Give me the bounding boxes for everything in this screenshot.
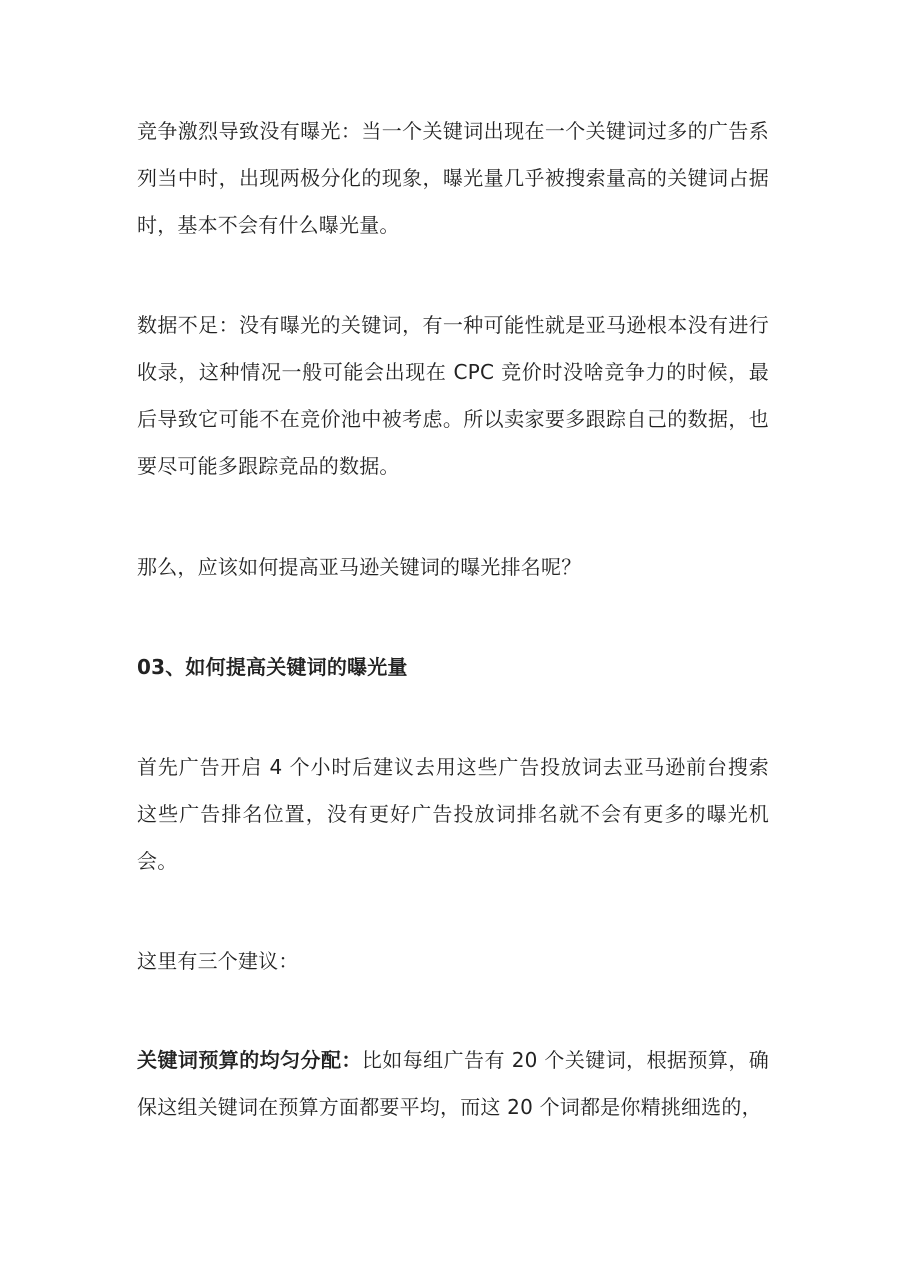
section-heading: 03、如何提高关键词的曝光量 <box>137 655 408 679</box>
paragraph-three-suggestions: 这里有三个建议： <box>137 949 299 973</box>
paragraph-budget-distribution <box>137 1037 769 1131</box>
paragraph-insufficient-data: 数据不足：没有曝光的关键词，有一种可能性就是亚马逊根本没有进行收录，这种情况一般可能会出现在 CPC 竞价时没啥竞争力的时候，最后导致它可能不在竞价池中被考虑。所以卖家要多跟踪自己的数据，也要尽可能多跟踪竞品的数据。 <box>137 313 769 478</box>
paragraph-competition: 竞争激烈导致没有曝光：当一个关键词出现在一个关键词过多的广告系列当中时，出现两极分化的现象，曝光量几乎被搜索量高的关键词占据时，基本不会有什么曝光量。 <box>137 119 769 237</box>
paragraph-question: 那么，应该如何提高亚马逊关键词的曝光排名呢？ <box>137 555 582 579</box>
paragraph-body: 比如每组广告有 20 个关键词，根据预算，确保这组关键词在预算方面都要平均，而这 20 个词都是你精挑细选的， <box>137 1048 769 1119</box>
paragraph-lead-bold: 关键词预算的均匀分配： <box>137 1048 362 1072</box>
paragraph-first-step: 首先广告开启 4 个小时后建议去用这些广告投放词去亚马逊前台搜索这些广告排名位置，没有更好广告投放词排名就不会有更多的曝光机会。 <box>137 755 769 873</box>
